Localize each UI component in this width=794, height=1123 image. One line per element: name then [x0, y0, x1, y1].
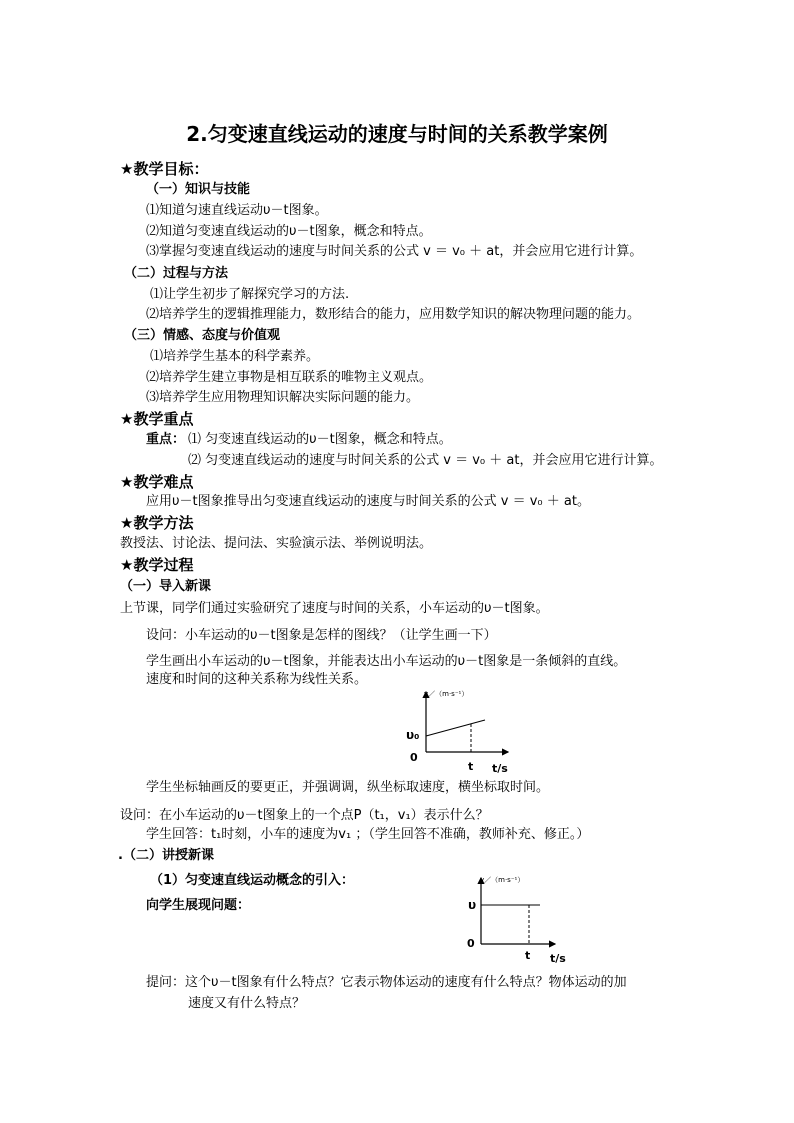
process-new-sub: （1）匀变速直线运动概念的引入： [150, 873, 355, 888]
origin-label: 0 [467, 937, 475, 950]
goals-section-knowledge: （一）知识与技能 [146, 182, 251, 197]
process-intro-line: 学生画出小车运动的υ－t图象，并能表达出小车运动的υ－t图象是一条倾斜的直线。 [146, 654, 627, 669]
difficulty-text: 应用υ－t图象推导出匀变速直线运动的速度与时间关系的公式 v ＝ v₀ ＋ at。 [146, 494, 590, 509]
process-intro-line: 设问：小车运动的υ－t图象是怎样的图线？（让学生画一下） [146, 628, 497, 643]
goals-process-item: ⑴让学生初步了解探究学习的方法. [150, 287, 350, 302]
origin-label: 0 [410, 751, 418, 764]
process-intro-line: 上节课，同学们通过实验研究了速度与时间的关系，小车运动的υ－t图象。 [120, 601, 549, 616]
process-intro-heading: （一）导入新课 [120, 579, 212, 594]
methods-heading: ★教学方法 [120, 514, 194, 532]
document-title: 2.匀变速直线运动的速度与时间的关系教学案例 [186, 122, 608, 146]
y-axis-label: v／（m·s⁻¹） [424, 690, 469, 698]
goals-section-attitude: （三）情感、态度与价值观 [124, 328, 281, 343]
goals-section-process: （二）过程与方法 [124, 266, 229, 281]
velocity-line [426, 720, 485, 736]
goals-process-item: ⑵培养学生的逻辑推理能力，数形结合的能力，应用数学知识的解决物理问题的能力。 [146, 307, 641, 322]
process-intro-after: 学生坐标轴画反的要更正，并强调调，纵坐标取速度，横坐标取时间。 [146, 780, 550, 795]
vt-graph-inclined [398, 684, 528, 778]
goals-knowledge-item: ⑵知道匀变速直线运动的υ－t图象，概念和特点。 [146, 224, 432, 239]
process-intro-line: 速度和时间的这种关系称为线性关系。 [146, 672, 368, 687]
question-line: 速度又有什么特点？ [188, 996, 306, 1011]
difficulty-heading: ★教学难点 [120, 473, 194, 491]
process-intro-after: 学生回答：t₁时刻，小车的速度为v₁ ；（学生回答不准确，教师补充、修正。） [146, 827, 590, 842]
key-item: ⑴ 匀变速直线运动的υ－t图象，概念和特点。 [188, 432, 452, 447]
x-axis-label: t/s [550, 952, 566, 964]
process-new-heading: .（二）讲授新课 [118, 848, 214, 863]
t-label: t [468, 760, 474, 773]
process-intro-after: 设问：在小车运动的υ－t图象上的一个点P（t₁，v₁）表示什么？ [120, 808, 489, 823]
v0-label: υ₀ [406, 728, 420, 742]
question-line: 提问：这个υ－t图象有什么特点？它表示物体运动的速度有什么特点？物体运动的加 [146, 975, 627, 990]
t-label: t [525, 949, 531, 962]
goals-knowledge-item: ⑶掌握匀变速直线运动的速度与时间关系的公式 v ＝ v₀ ＋ at，并会应用它进行计算。 [146, 244, 643, 259]
goals-knowledge-item: ⑴知道匀速直线运动υ－t图象。 [146, 203, 328, 218]
key-label: 重点： [146, 432, 186, 447]
process-heading: ★教学过程 [120, 556, 194, 574]
key-heading: ★教学重点 [120, 410, 194, 428]
vt-graph-uniform [460, 870, 580, 964]
process-new-sub2: 向学生展现问题： [146, 898, 251, 913]
v-label: υ [468, 898, 477, 912]
x-axis-label: t/s [492, 762, 508, 775]
y-axis-label: v／（m·s⁻¹） [480, 876, 525, 884]
goals-attitude-item: ⑴培养学生基本的科学素养。 [150, 349, 320, 364]
goals-attitude-item: ⑵培养学生建立事物是相互联系的唯物主义观点。 [146, 370, 433, 385]
key-item: ⑵ 匀变速直线运动的速度与时间关系的公式 v ＝ v₀ ＋ at，并会应用它进行计算。 [188, 453, 663, 468]
methods-text: 教授法、讨论法、提问法、实验演示法、举例说明法。 [120, 536, 433, 551]
goals-attitude-item: ⑶培养学生应用物理知识解决实际问题的能力。 [146, 390, 420, 405]
goals-heading: ★教学目标： [120, 160, 209, 178]
